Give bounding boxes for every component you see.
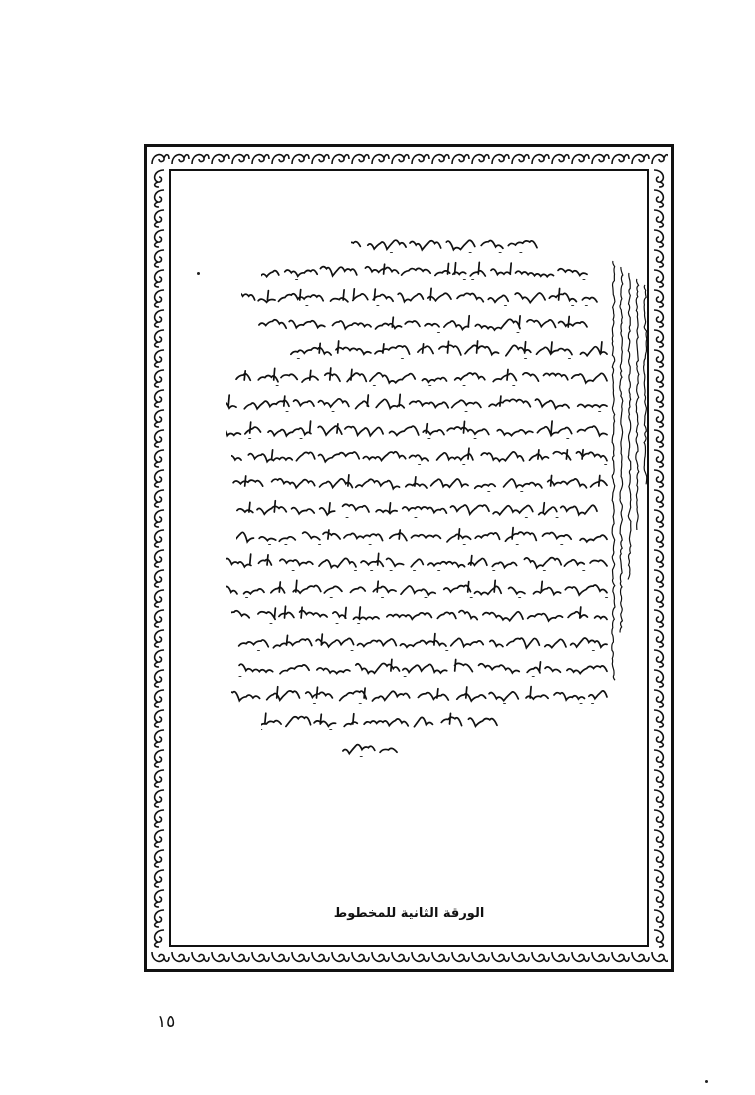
- handwritten-line: [226, 419, 611, 439]
- margin-ink-stroke: [620, 267, 623, 633]
- manuscript-text: [221, 227, 611, 747]
- handwritten-line: [226, 578, 611, 598]
- ornament-border-top: [150, 150, 668, 168]
- scroll-ornament: [150, 948, 668, 966]
- ink-stroke: [351, 238, 537, 253]
- handwritten-line: [236, 525, 611, 545]
- margin-ink-stroke: [612, 261, 615, 680]
- handwritten-line: [226, 551, 611, 571]
- ornament-border-right: [650, 168, 668, 948]
- ink-stroke: [261, 262, 587, 280]
- page-number: ١٥: [157, 1012, 176, 1032]
- ink-stroke: [259, 315, 587, 332]
- handwritten-line: [231, 684, 611, 704]
- margin-ink-stroke: [628, 273, 631, 580]
- ink-stroke: [226, 580, 607, 598]
- ink-stroke: [231, 606, 607, 624]
- ink-speck: [197, 272, 200, 275]
- ink-stroke: [226, 553, 607, 571]
- ink-stroke: [239, 633, 607, 650]
- handwritten-line: [231, 498, 601, 518]
- margin-ink-stroke: [636, 279, 639, 530]
- ink-stroke: [231, 448, 607, 465]
- ink-speck: [705, 1080, 708, 1083]
- ink-stroke: [231, 686, 607, 703]
- ink-stroke: [239, 659, 607, 677]
- ink-stroke: [343, 744, 397, 756]
- handwritten-line: [241, 286, 601, 306]
- handwritten-line: [251, 313, 591, 333]
- handwritten-line: [231, 604, 611, 624]
- handwritten-line: [226, 472, 611, 492]
- figure-caption: الورقة الثانية للمخطوط: [333, 906, 485, 921]
- scroll-ornament: [150, 168, 168, 948]
- handwritten-line: [281, 339, 611, 359]
- handwritten-line: [351, 233, 541, 253]
- ornament-border-bottom: [150, 948, 668, 966]
- margin-ink-stroke: [644, 285, 647, 484]
- scroll-ornament: [150, 150, 668, 168]
- ink-stroke: [241, 288, 597, 306]
- handwritten-line: [261, 710, 501, 730]
- handwritten-line: [341, 737, 401, 757]
- handwritten-line: [226, 631, 611, 651]
- handwritten-line: [261, 260, 591, 280]
- handwritten-line: [231, 657, 611, 677]
- ink-stroke: [236, 368, 607, 386]
- ink-stroke: [291, 341, 607, 359]
- scroll-ornament: [650, 168, 668, 948]
- margin-note: [609, 257, 649, 687]
- ink-stroke: [261, 713, 497, 730]
- ink-stroke: [237, 501, 597, 518]
- ink-stroke: [233, 474, 607, 491]
- handwritten-line: [231, 366, 611, 386]
- handwritten-line: [231, 445, 611, 465]
- ink-stroke: [226, 394, 607, 412]
- handwritten-line: [226, 392, 611, 412]
- ornamental-frame: [144, 144, 674, 972]
- ink-stroke: [236, 527, 607, 544]
- manuscript-panel: [169, 169, 649, 947]
- ornament-border-left: [150, 168, 168, 948]
- ink-stroke: [226, 421, 607, 439]
